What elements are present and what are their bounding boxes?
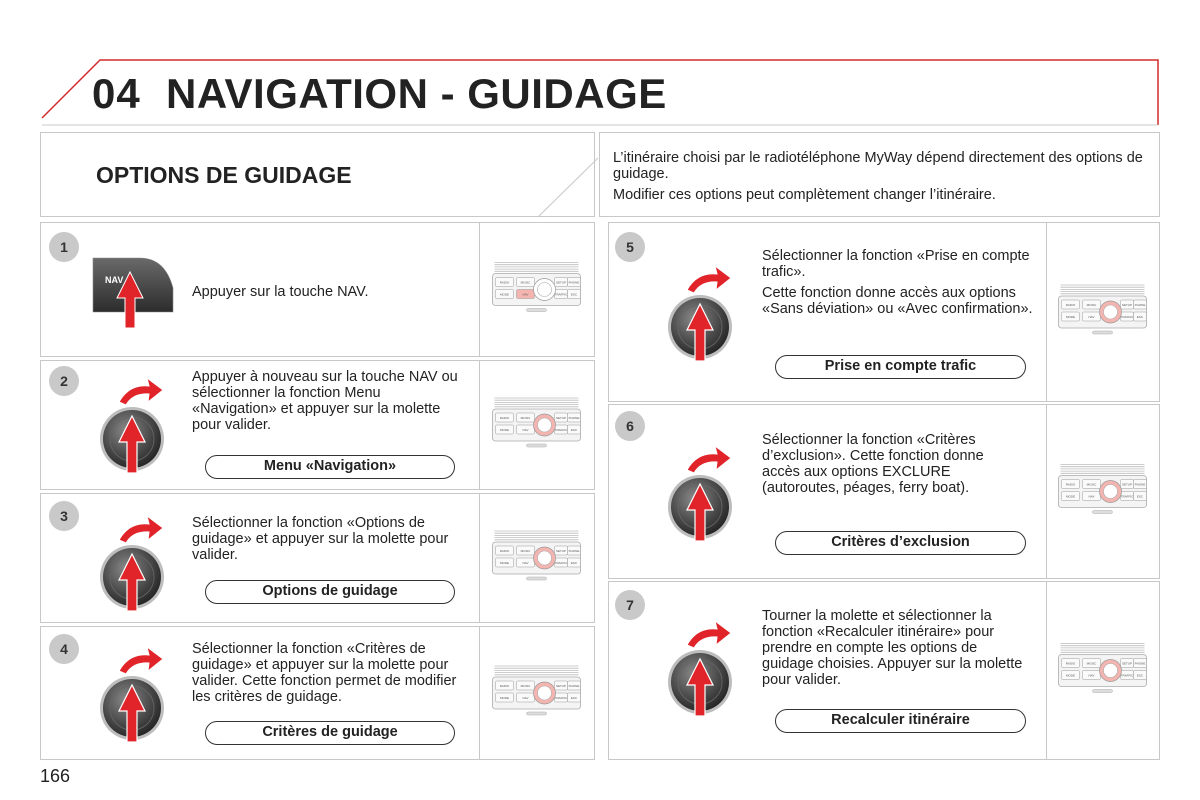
svg-text:SETUP: SETUP (555, 684, 567, 689)
svg-text:NAV: NAV (522, 428, 529, 433)
svg-text:NAV: NAV (1088, 673, 1095, 678)
radio-panel-thumbnail (1046, 405, 1159, 578)
step-5-text-2: Cette fonction donne accès aux options «Sans déviation» ou «Avec confirmation». (762, 285, 1033, 317)
svg-text:MUSIC: MUSIC (1086, 482, 1097, 487)
svg-text:RADIO: RADIO (499, 549, 510, 554)
radio-panel-icon (480, 627, 593, 759)
svg-text:RADIO: RADIO (1065, 661, 1076, 666)
radio-panel-icon (480, 223, 593, 356)
svg-text:MODE: MODE (500, 428, 509, 433)
radio-panel-thumbnail (479, 627, 594, 759)
rotary-knob-icon (663, 260, 738, 365)
radio-panel-icon (480, 361, 593, 489)
svg-text:NAV: NAV (522, 696, 529, 701)
step-4-text: Sélectionner la fonction «Critères de guidage» et appuyer sur la molette pour valider. Cette fonction permet de modifier les critères de guidage. (192, 641, 457, 705)
rotary-knob-icon (663, 440, 738, 545)
svg-text:ESC: ESC (1136, 673, 1144, 678)
svg-text:MODE: MODE (1066, 494, 1075, 499)
radio-panel-icon (1047, 582, 1158, 759)
svg-text:SETUP: SETUP (1121, 661, 1133, 666)
svg-text:NAV: NAV (1088, 315, 1095, 320)
radio-panel-thumbnail (1046, 582, 1159, 759)
radio-panel-icon (1047, 405, 1158, 578)
svg-text:SETUP: SETUP (555, 416, 567, 421)
svg-text:RADIO: RADIO (499, 416, 510, 421)
svg-text:RADIO: RADIO (1065, 482, 1076, 487)
menu-navigation-pill: Menu «Navigation» (205, 455, 455, 479)
svg-text:MODE: MODE (1066, 673, 1075, 678)
step-3-text: Sélectionner la fonction «Options de guidage» et appuyer sur la molette pour valider. (192, 515, 449, 563)
nav-caption: NAV (105, 275, 124, 285)
step-2-badge: 2 (49, 366, 79, 396)
step-4-badge: 4 (49, 634, 79, 664)
svg-text:SETUP: SETUP (1121, 303, 1133, 308)
section-corner-fold (530, 150, 600, 220)
rotary-knob-icon (95, 510, 170, 615)
step-7-badge: 7 (615, 590, 645, 620)
svg-text:ESC: ESC (570, 561, 578, 566)
step-2-text: Appuyer à nouveau sur la touche NAV ou sélectionner la fonction Menu «Navigation» et appuyer sur la molette pour valider. (192, 369, 458, 433)
criteres-de-guidage-pill: Critères de guidage (205, 721, 455, 745)
svg-text:MODE: MODE (500, 292, 509, 297)
radio-panel-thumbnail (479, 223, 594, 356)
step-3-badge: 3 (49, 501, 79, 531)
svg-text:MUSIC: MUSIC (520, 416, 531, 421)
svg-text:TRAFFIC: TRAFFIC (1120, 494, 1134, 499)
step-1-badge: 1 (49, 232, 79, 262)
radio-panel-thumbnail (479, 494, 594, 622)
svg-text:PHONE: PHONE (568, 549, 580, 554)
svg-text:PHONE: PHONE (568, 280, 580, 285)
rotary-knob-icon (95, 641, 170, 746)
prise-en-compte-trafic-pill: Prise en compte trafic (775, 355, 1026, 379)
svg-text:NAV: NAV (522, 561, 529, 566)
svg-text:RADIO: RADIO (499, 280, 510, 285)
svg-text:SETUP: SETUP (1121, 482, 1133, 487)
svg-text:PHONE: PHONE (1134, 661, 1146, 666)
svg-text:MODE: MODE (500, 561, 509, 566)
svg-text:TRAFFIC: TRAFFIC (1120, 315, 1134, 320)
svg-text:MUSIC: MUSIC (520, 549, 531, 554)
svg-text:NAV: NAV (1088, 494, 1095, 499)
svg-text:MUSIC: MUSIC (1086, 303, 1097, 308)
chapter-number: 04 (92, 70, 141, 117)
criteres-d-exclusion-pill: Critères d’exclusion (775, 531, 1026, 555)
step-5-text (762, 248, 1037, 322)
svg-text:ESC: ESC (1136, 494, 1144, 499)
section-title: OPTIONS DE GUIDAGE (96, 162, 352, 188)
options-de-guidage-pill: Options de guidage (205, 580, 455, 604)
svg-text:TRAFFIC: TRAFFIC (554, 428, 568, 433)
svg-text:PHONE: PHONE (568, 416, 580, 421)
page-number: 166 (40, 766, 71, 786)
svg-text:TRAFFIC: TRAFFIC (554, 561, 568, 566)
svg-text:SETUP: SETUP (555, 280, 567, 285)
svg-text:PHONE: PHONE (1134, 482, 1146, 487)
chapter-title: NAVIGATION - GUIDAGE (166, 70, 667, 117)
svg-text:ESC: ESC (570, 292, 578, 297)
step-6-text: Sélectionner la fonction «Critères d’exclusion». Cette fonction donne accès aux options EXCLURE (autoroutes, péages, ferry boat). (762, 432, 984, 496)
recalculer-itineraire-pill: Recalculer itinéraire (775, 709, 1026, 733)
svg-text:MUSIC: MUSIC (1086, 661, 1097, 666)
svg-text:MODE: MODE (500, 696, 509, 701)
step-6-badge: 6 (615, 411, 645, 441)
step-7-text: Tourner la molette et sélectionner la fonction «Recalculer itinéraire» pour prendre en compte les options de guidage choisies. Appuyer sur la molette pour valider. (762, 608, 1023, 688)
radio-panel-thumbnail (479, 361, 594, 489)
radio-panel-icon (480, 494, 593, 622)
svg-text:PHONE: PHONE (1134, 303, 1146, 308)
rotary-knob-icon (95, 372, 170, 477)
svg-text:MODE: MODE (1066, 315, 1075, 320)
svg-text:SETUP: SETUP (555, 549, 567, 554)
step-1-text: Appuyer sur la touche NAV. (192, 284, 369, 300)
svg-text:RADIO: RADIO (499, 684, 510, 689)
intro-paragraph-1: L’itinéraire choisi par le radiotéléphone MyWay dépend directement des options de guidage. (613, 150, 1143, 182)
svg-text:TRAFFIC: TRAFFIC (554, 292, 568, 297)
rotary-knob-icon (663, 615, 738, 720)
svg-text:ESC: ESC (1136, 315, 1144, 320)
radio-panel-thumbnail (1046, 223, 1159, 401)
svg-text:ESC: ESC (570, 428, 578, 433)
nav-button-icon (85, 250, 185, 330)
svg-text:MUSIC: MUSIC (520, 280, 531, 285)
svg-text:PHONE: PHONE (568, 684, 580, 689)
svg-text:TRAFFIC: TRAFFIC (554, 696, 568, 701)
svg-text:NAV: NAV (522, 292, 529, 297)
svg-text:TRAFFIC: TRAFFIC (1120, 673, 1134, 678)
svg-text:ESC: ESC (570, 696, 578, 701)
step-5-text-1: Sélectionner la fonction «Prise en compte trafic». (762, 248, 1030, 280)
svg-text:MUSIC: MUSIC (520, 684, 531, 689)
step-5-badge: 5 (615, 232, 645, 262)
svg-text:RADIO: RADIO (1065, 303, 1076, 308)
radio-panel-icon (1047, 223, 1158, 401)
intro-paragraph-2: Modifier ces options peut complètement changer l’itinéraire. (613, 187, 996, 203)
